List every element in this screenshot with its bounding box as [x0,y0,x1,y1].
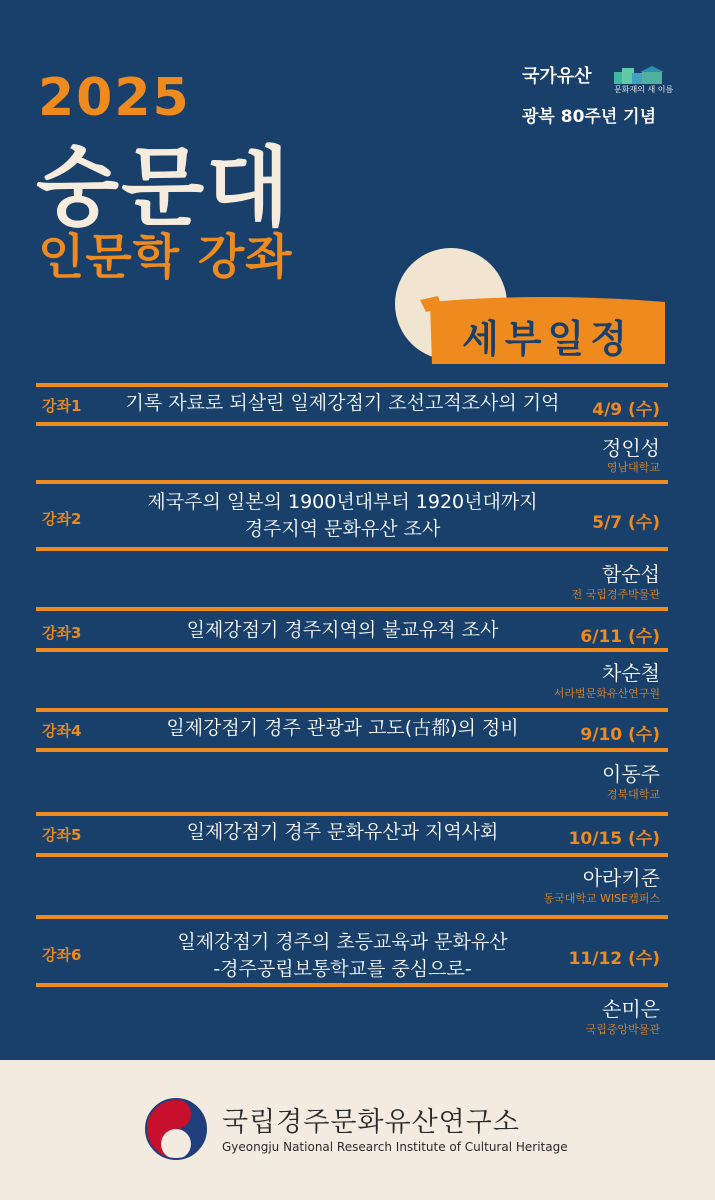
heritage-emblem-icon [614,64,666,84]
divider [36,547,668,551]
lecture-5-speaker: 아라키준 [582,866,660,890]
brand-subtitle: 문화재의 새 이름 [614,85,674,94]
korea-government-logo-icon [145,1098,207,1160]
lecture-1-date: 4/9 (수) [592,400,660,420]
brand-block [522,62,682,127]
footer [0,1060,715,1200]
divider [36,607,668,611]
lecture-1-speaker: 정인성 [602,436,660,460]
lecture-4-date: 9/10 (수) [580,725,660,745]
lecture-4-speaker: 이동주 [602,762,660,786]
lecture-5-affiliation: 동국대학교 WISE캠퍼스 [543,892,660,905]
event-subtitle: 인문학 강좌 [38,229,293,285]
lecture-5-date: 10/15 (수) [568,829,660,849]
divider [36,748,668,752]
organization-name: 국립경주문화유산연구소 [222,1107,520,1138]
lecture-4-title: 일제강점기 경주 관광과 고도(古都)의 정비 [166,717,519,739]
lecture-2-title: 제국주의 일본의 1900년대부터 1920년대까지 경주지역 문화유산 조사 [147,491,538,540]
brand-title: 국가유산 [522,66,592,87]
lecture-6-date: 11/12 (수) [568,949,660,969]
organization-name-en: Gyeongju National Research Institute of Cultural Heritage [222,1140,568,1154]
divider [36,422,668,426]
lecture-1-affiliation: 영남대학교 [606,461,660,474]
lecture-4-label: 강좌4 [42,722,82,740]
lecture-4-affiliation: 경북대학교 [606,788,660,801]
divider [36,853,668,857]
lecture-1-label: 강좌1 [42,397,82,415]
lecture-3-speaker: 차순철 [602,661,660,685]
lecture-2-label: 강좌2 [42,510,82,528]
lecture-6-affiliation: 국립중앙박물관 [585,1023,660,1036]
divider [36,480,668,484]
lecture-6-title: 일제강점기 경주의 초등교육과 문화유산 -경주공립보통학교를 중심으로- [177,931,508,980]
lecture-6-speaker: 손미은 [602,997,660,1021]
event-year: 2025 [38,68,191,128]
lecture-2-speaker: 함순섭 [602,562,660,586]
lecture-1-title: 기록 자료로 되살린 일제강점기 조선고적조사의 기억 [125,392,560,414]
divider [36,383,668,387]
divider [36,708,668,712]
lecture-5-label: 강좌5 [42,826,82,844]
anniversary-label: 광복 80주년 기념 [522,107,657,127]
lecture-3-affiliation: 서라벌문화유산연구원 [553,687,660,700]
divider [36,983,668,987]
lecture-2-affiliation: 전 국립경주박물관 [571,588,660,601]
schedule-badge: 세부일정 [462,317,633,361]
lecture-2-date: 5/7 (수) [592,513,660,533]
lecture-5-title: 일제강점기 경주 문화유산과 지역사회 [186,821,499,843]
lecture-3-label: 강좌3 [42,624,82,642]
lecture-3-date: 6/11 (수) [580,627,660,647]
event-title: 숭문대 [36,138,292,238]
divider [36,648,668,652]
lecture-6-label: 강좌6 [42,946,82,964]
divider [36,915,668,919]
divider [36,812,668,816]
lecture-3-title: 일제강점기 경주지역의 불교유적 조사 [186,619,499,641]
